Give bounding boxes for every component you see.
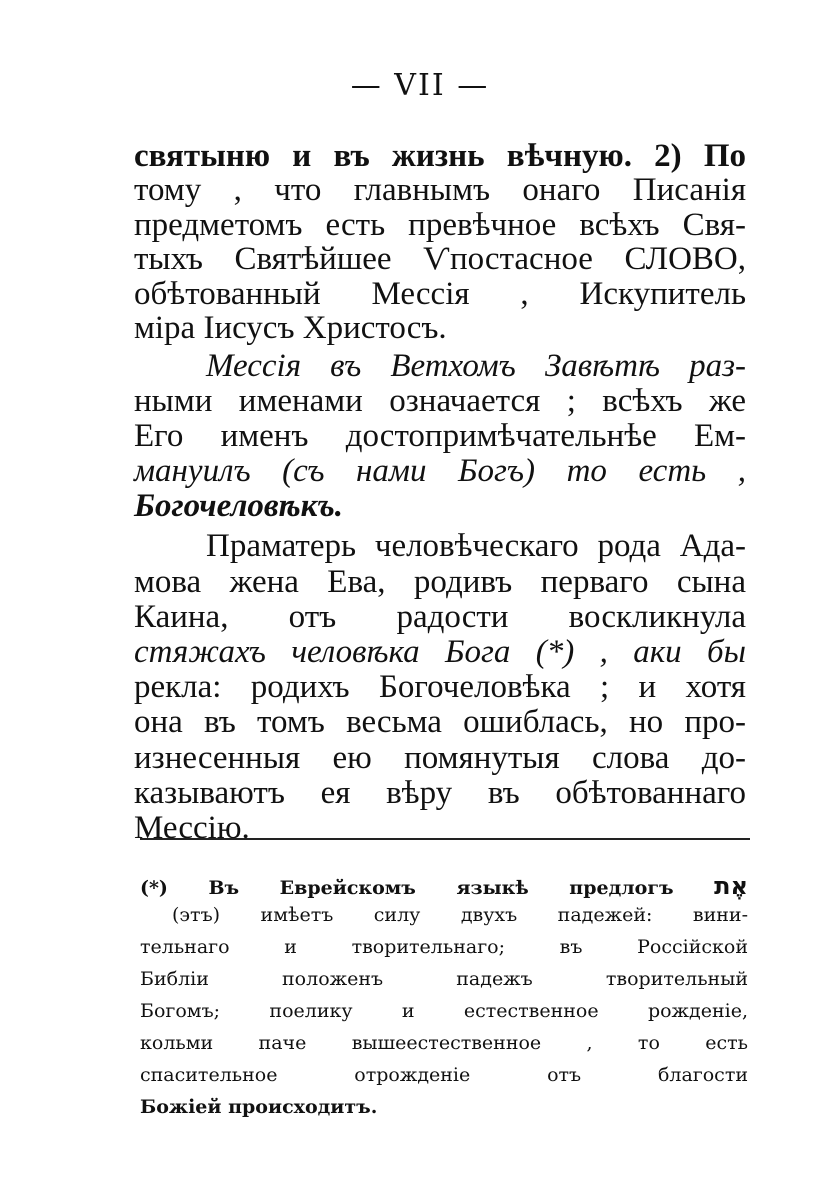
text-line: Богочеловѣкъ.: [134, 488, 343, 524]
text-line: мануилъ (съ нами Богъ) то есть ,: [134, 453, 746, 489]
hebrew-word: אֶת: [714, 872, 748, 900]
footnote-line: (этъ) имѣетъ силу двухъ падежей: вини-: [172, 904, 748, 926]
footnote-line: [140, 872, 748, 900]
text-line: тому , что главнымъ онаго Писанія: [134, 172, 746, 208]
text-line: ными именами означается ; всѣхъ же: [134, 383, 746, 419]
text-line: святыню и въ жизнь вѣчную. 2) По: [134, 138, 746, 174]
footnote-line: тельнаго и творительнаго; въ Россійской: [140, 936, 748, 958]
footnote-line: Богомъ; поелику и естественное рожденіе,: [140, 1000, 748, 1022]
text-line: казываютъ ея вѣру въ обѣтованнаго: [134, 775, 746, 811]
text-line: изнесенныя ею помянутыя слова до-: [134, 740, 746, 776]
text-line: міра Іисусъ Христосъ.: [134, 310, 447, 346]
footnote-line: Библіи положенъ падежъ творительный: [140, 968, 748, 990]
text-line: стяжахъ человѣка Бога (*) , аки бы: [134, 634, 746, 670]
text-line: она въ томъ весьма ошиблась, но про-: [134, 704, 746, 740]
footnote-line: кольми паче вышеестественное , то есть: [140, 1032, 748, 1054]
footnote-line: Божіей происходитъ.: [140, 1096, 378, 1118]
text-line: обѣтованный Мессія , Искупитель: [134, 276, 746, 312]
footnote-text: (*) Въ Еврейскомъ языкѣ предлогъ: [140, 877, 674, 899]
footnote-line: спасительное отрожденіе отъ благости: [140, 1064, 748, 1086]
text-line: тыхъ Святѣйшее Ѵпостасное СЛОВО,: [134, 241, 746, 277]
text-line: рекла: родихъ Богочеловѣка ; и хотя: [134, 669, 746, 705]
text-line: Его именъ достопримѣчательнѣе Ем-: [134, 418, 746, 454]
text-line: предметомъ есть превѣчное всѣхъ Свя-: [134, 207, 746, 243]
page-number: — VII —: [350, 68, 490, 103]
paragraph-start-line: Мессія въ Ветхомъ Завѣтѣ раз-: [206, 348, 746, 384]
text-line: мова жена Ева, родивъ перваго сына: [134, 564, 746, 600]
footnote-divider: [140, 838, 750, 840]
text-line: Мессію.: [134, 810, 250, 846]
paragraph-start-line: Праматерь человѣческаго рода Ада-: [206, 528, 746, 564]
text-line: Каина, отъ радости воскликнула: [134, 599, 746, 635]
